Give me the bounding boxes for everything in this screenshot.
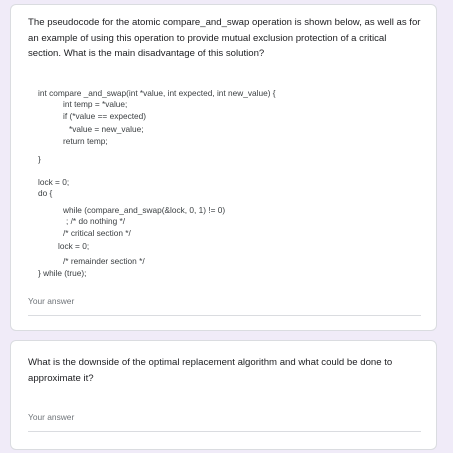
answer-input-1[interactable] <box>28 299 421 316</box>
answer-placeholder-2: Your answer <box>28 412 75 422</box>
code-line-1: int compare _and_swap(int *value, int expected, int new_value) { <box>38 88 276 98</box>
question-card-1 <box>10 4 437 331</box>
code-line-13: /* remainder section */ <box>63 256 145 266</box>
code-line-14: } while (true); <box>38 268 87 278</box>
answer-input-2[interactable] <box>28 415 421 432</box>
code-line-10: ; /* do nothing */ <box>66 216 126 226</box>
code-line-4: *value = new_value; <box>69 124 144 134</box>
code-line-8: do { <box>38 188 53 198</box>
code-line-12: lock = 0; <box>58 241 90 251</box>
answer-placeholder-1: Your answer <box>28 296 75 306</box>
code-line-9: while (compare_and_swap(&lock, 0, 1) != 0) <box>63 205 226 215</box>
code-line-11: /* critical section */ <box>63 228 131 238</box>
code-line-3: if (*value == expected) <box>63 111 147 121</box>
question-2-text: What is the downside of the optimal replacement algorithm and what could be done to approximate it? <box>28 357 393 384</box>
code-line-2: int temp = *value; <box>63 99 128 109</box>
question-1-text: The pseudocode for the atomic compare_and_swap operation is shown below, as well as for an example of using this operation to provide mutual exclusion protection of a critical section. What is the main disadvantage of this solution? <box>28 17 421 59</box>
question-card-2 <box>10 340 437 450</box>
code-line-7: lock = 0; <box>38 177 70 187</box>
pseudocode-block <box>11 5 438 295</box>
code-line-6: } <box>38 154 41 164</box>
code-line-5: return temp; <box>63 136 108 146</box>
